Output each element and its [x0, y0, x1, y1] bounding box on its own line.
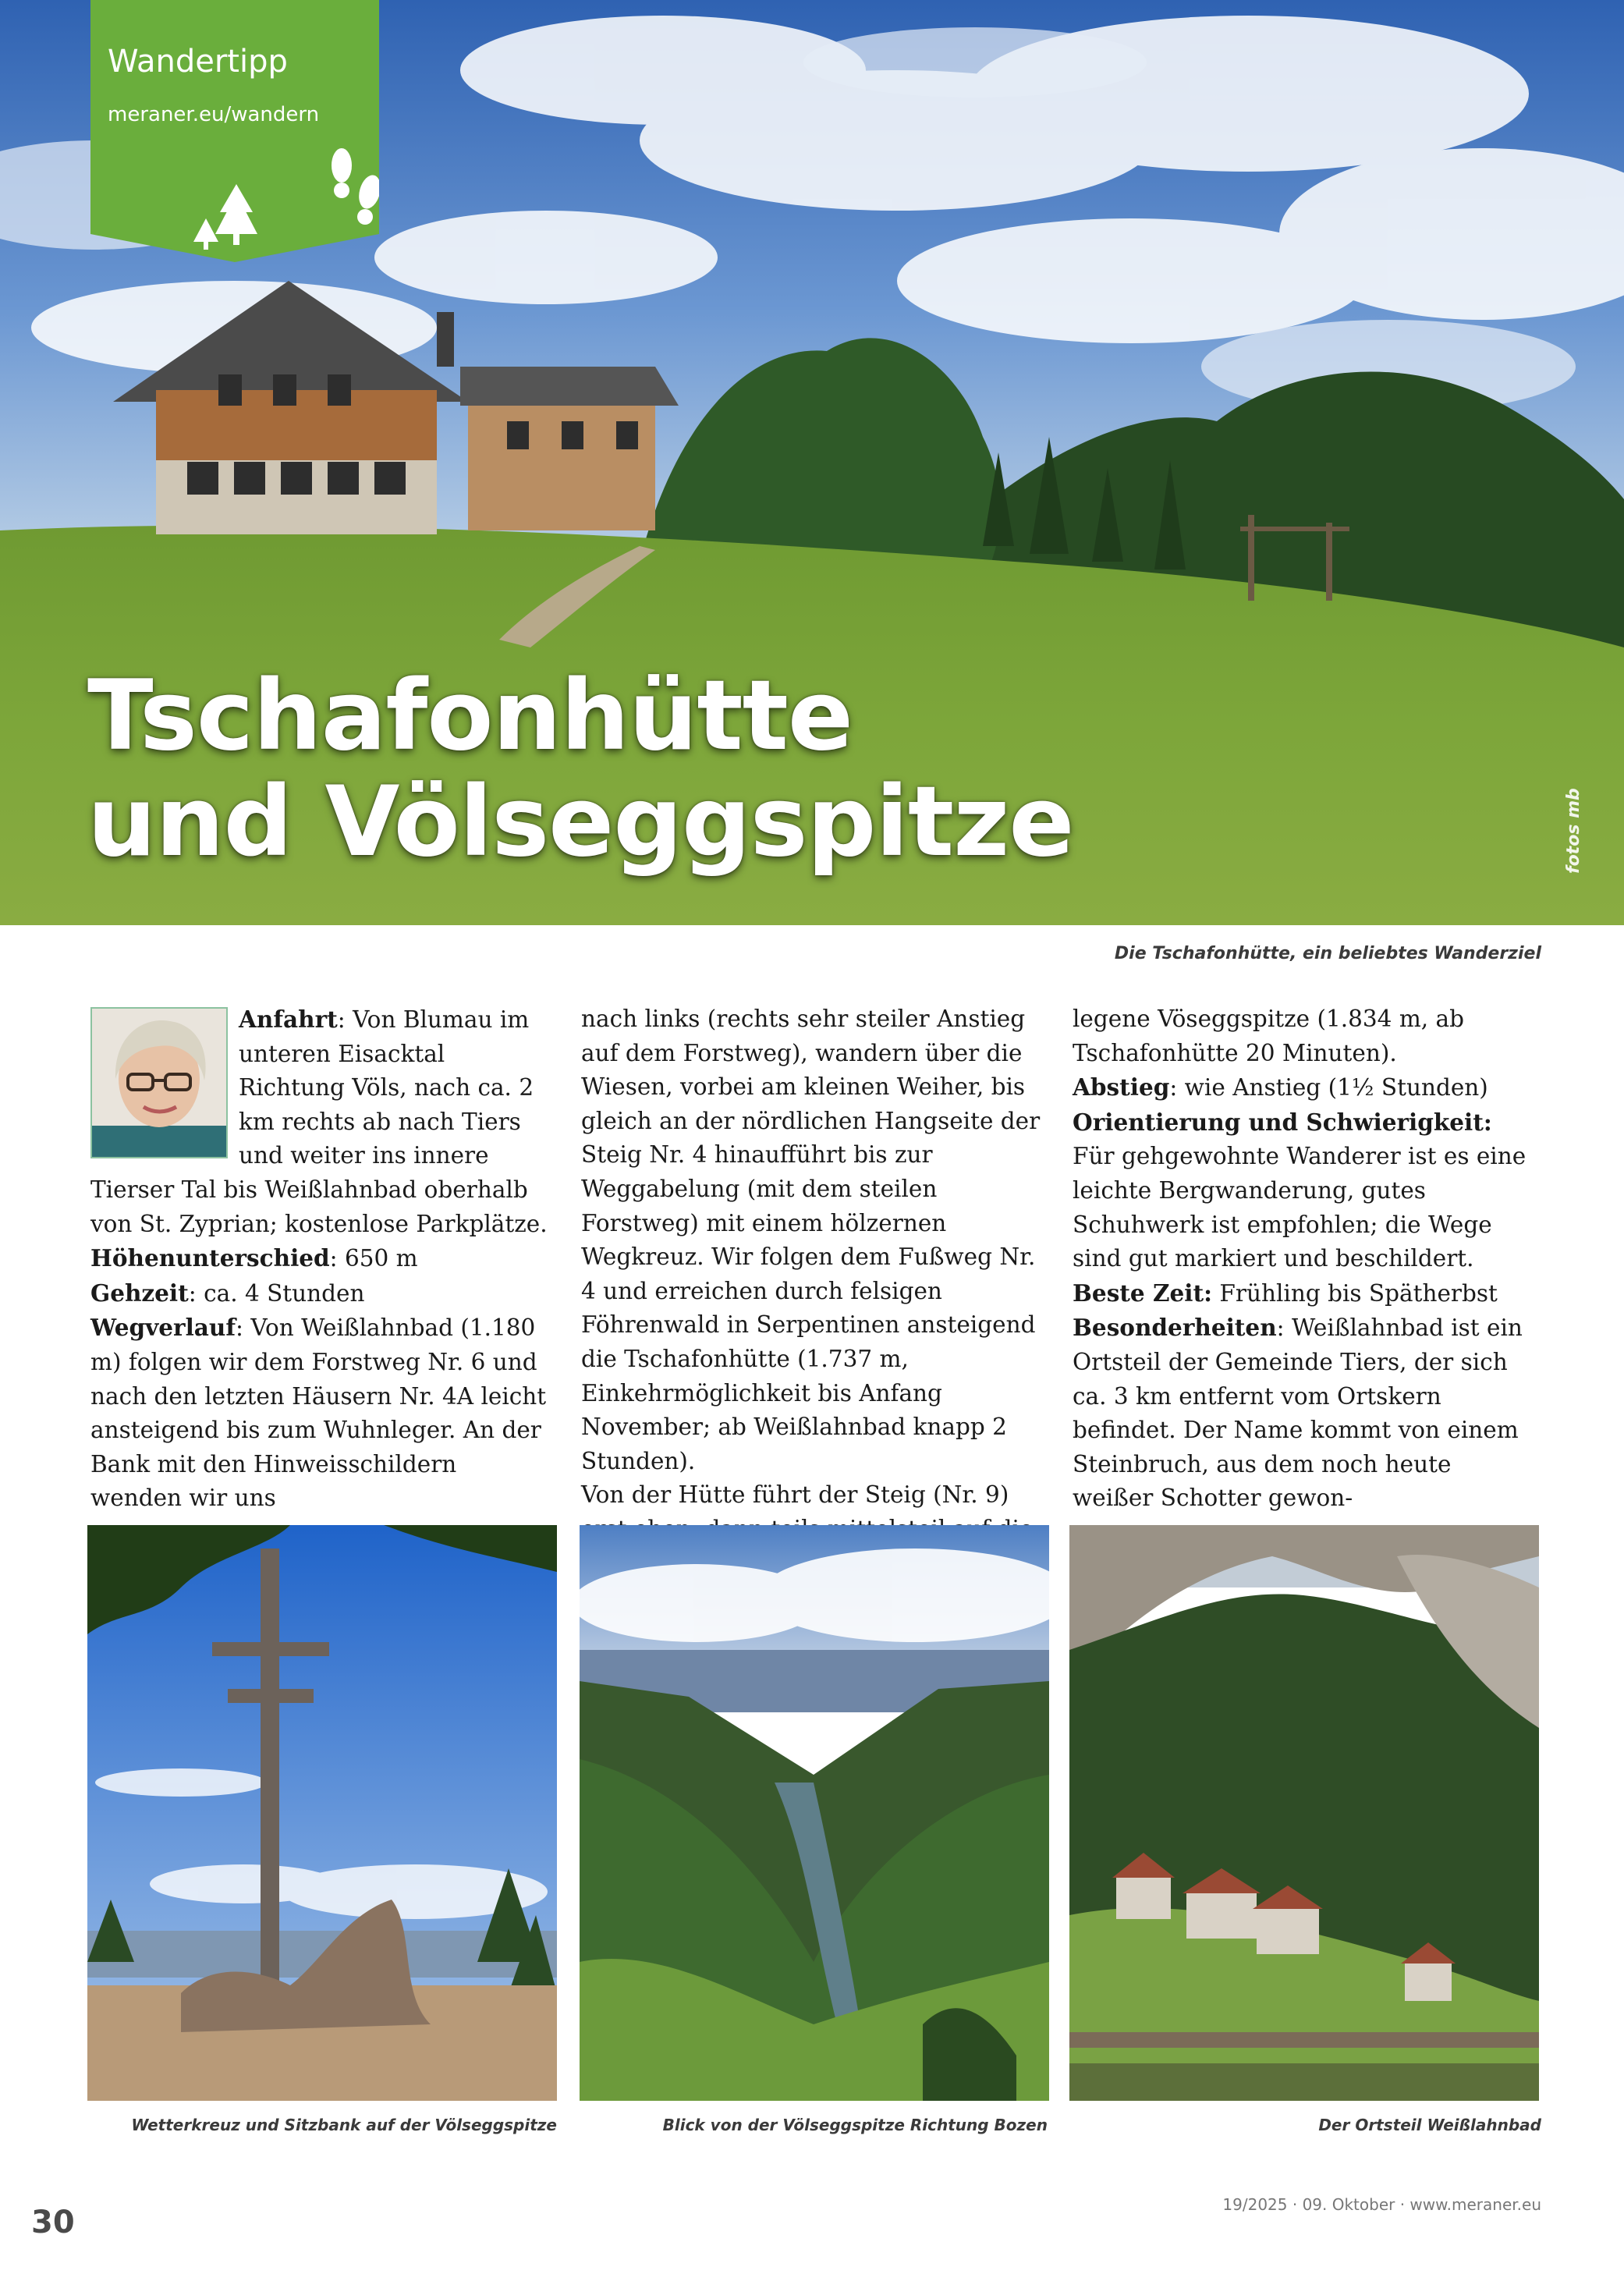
text-beste-zeit: Frühling bis Spätherbst [1212, 1279, 1498, 1307]
article-title [87, 660, 1074, 878]
issue-line: 19/2025 · 09. Oktober · www.meraner.eu [1222, 2195, 1541, 2214]
text-gehzeit: : ca. 4 Stunden [188, 1279, 365, 1307]
title-line-1: Tschafonhütte [87, 660, 853, 772]
caption-photo-3: Der Ortsteil Weißlahnbad [1318, 2116, 1541, 2134]
text-huette-cont: legene Vöseggspitze (1.834 m, ab Tschafonhütte 20 Minuten). [1073, 1006, 1465, 1066]
label-gehzeit: Gehzeit [90, 1279, 189, 1307]
label-abstieg: Abstieg [1073, 1073, 1170, 1101]
badge-title: Wandertipp [108, 44, 288, 80]
text-abstieg: : wie Anstieg (1½ Stunden) [1169, 1074, 1488, 1101]
hero-caption: Die Tschafonhütte, ein beliebtes Wanderziel [1114, 944, 1541, 963]
caption-photo-2: Blick von der Völseggspitze Richtung Bozen [662, 2116, 1048, 2134]
article-column-1 [90, 1002, 554, 1516]
text-huette: Von der Hütte führt der Steig (Nr. 9) [581, 1481, 1009, 1509]
photo-credit: fotos mb [1564, 788, 1583, 874]
label-orientierung: Orientierung und Schwierigkeit: [1073, 1108, 1492, 1136]
wandertipp-badge [90, 0, 379, 262]
label-besonderheiten: Besonderheiten [1073, 1314, 1277, 1342]
photo-wetterkreuz [87, 1525, 557, 2101]
text-orientierung: Für gehgewohnte Wanderer ist es eine leichte Bergwanderung, gutes Schuhwerk ist empfohlen; die Wege sind gut markiert und beschildert. [1073, 1143, 1526, 1272]
article-column-3 [1073, 1002, 1536, 1516]
badge-url: meraner.eu/wandern [108, 103, 320, 126]
photo-weisslahnbad [1069, 1525, 1539, 2101]
badge-shape [90, 0, 379, 262]
text-wegverlauf-cont: nach links (rechts sehr steiler Anstieg auf dem Forstweg), wandern über die Wiesen, vorbei am kleinen Weiher, bis gleich an der nördlichen Hangseite der Steig Nr. 4 hinaufführt bis zur Weggabelung (mit dem steilen Forstweg) mit einem hölzernen Wegkreuz. Wir folgen dem Fußweg Nr. 4 und erreichen durch felsigen Föhrenwald in Serpentinen ansteigend die Tschafonhütte (1.737 m, Einkehrmöglichkeit bis Anfang November; ab Weißlahnbad knapp 2 Stunden). [581, 1006, 1041, 1474]
title-line-2: und Völseggspitze [87, 766, 1074, 878]
page-number: 30 [31, 2205, 75, 2240]
label-beste-zeit: Beste Zeit: [1073, 1279, 1213, 1307]
label-anfahrt: Anfahrt [239, 1006, 338, 1033]
text-wegverlauf: : Von Weißlahnbad (1.180 m) folgen wir dem Forstweg Nr. 6 und nach den letzten Häusern Nr. 4A leicht ansteigend bis zum Wuhnleger. An der Bank mit den Hinweisschildern wenden wir uns [90, 1314, 547, 1512]
photo-blick-bozen [580, 1525, 1049, 2101]
label-wegverlauf: Wegverlauf [90, 1314, 236, 1342]
label-hoehenunterschied: Höhenunterschied [90, 1244, 330, 1272]
text-hoehenunterschied: : 650 m [329, 1245, 418, 1272]
article-column-2 [581, 1002, 1044, 1580]
author-photo [90, 1007, 228, 1158]
text-anfahrt: : Von Blumau im unteren Eisacktal Richtung Völs, nach ca. 2 km rechts ab nach Tiers und weiter ins innere Tierser Tal bis Weißlahnbad oberhalb von St. Zyprian; kostenlose Parkplätze. [90, 1006, 548, 1237]
caption-photo-1: Wetterkreuz und Sitzbank auf der Völseggspitze [131, 2116, 557, 2134]
text-besonderheiten: : Weißlahnbad ist ein Ortsteil der Gemeinde Tiers, der sich ca. 3 km entfernt vom Ortskern befindet. Der Name kommt von einem Steinbruch, aus dem noch heute weißer Schotter gewon- [1073, 1314, 1523, 1512]
